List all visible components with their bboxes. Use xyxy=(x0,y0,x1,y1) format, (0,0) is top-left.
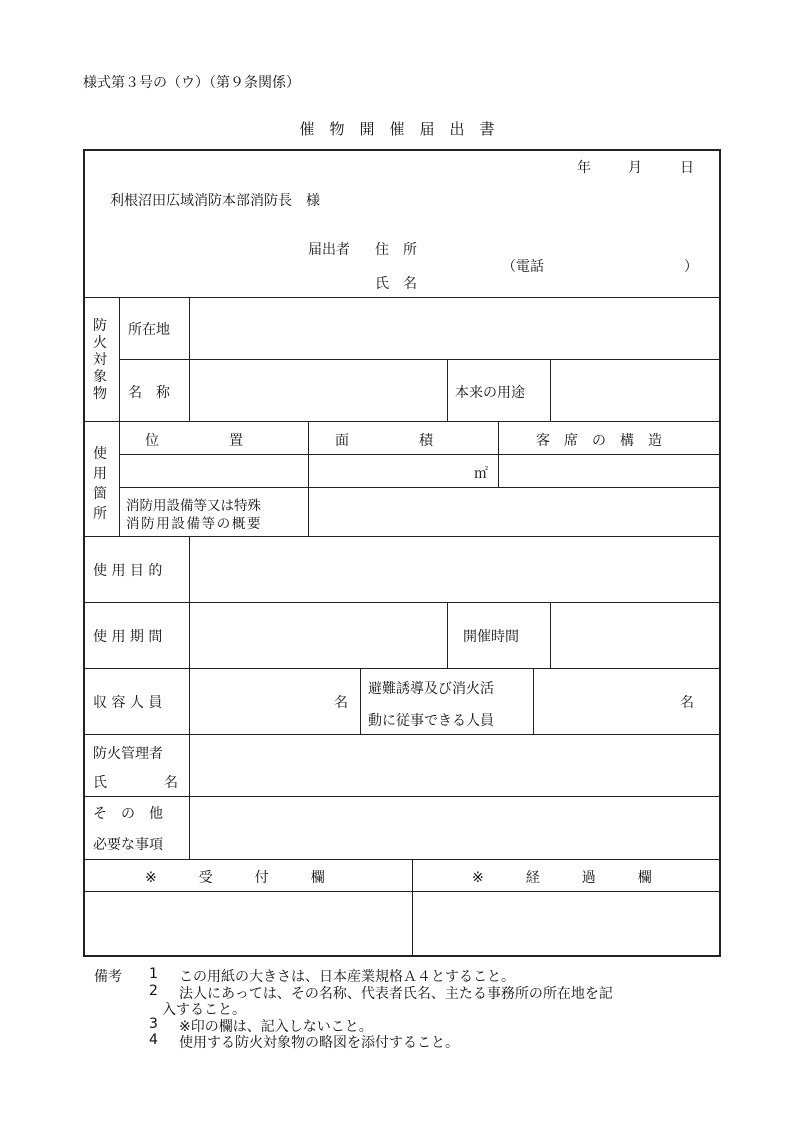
form-number: 様式第３号の（ウ）（第９条関係） xyxy=(83,75,300,91)
divider xyxy=(84,734,720,735)
addressee: 利根沼田広域消防本部消防長 様 xyxy=(110,193,320,209)
divider xyxy=(550,359,551,421)
divider xyxy=(119,359,720,360)
divider xyxy=(189,536,190,859)
note-text: 使用する防火対象物の略図を添付すること。 xyxy=(179,1035,459,1051)
divider xyxy=(308,421,309,536)
note-num: 3 xyxy=(149,1016,158,1032)
capacity-unit: 名 xyxy=(334,695,348,711)
divider xyxy=(189,297,190,421)
notes-heading: 備考 xyxy=(94,969,122,985)
target-name-label: 名 称 xyxy=(128,385,170,401)
note-num: 2 xyxy=(149,983,158,999)
divider xyxy=(84,421,720,422)
progress-label: ※ 経 過 欄 xyxy=(472,870,652,886)
date-month-label: 月 xyxy=(628,160,642,176)
target-side-label: 防 火 対 象 物 xyxy=(93,318,107,402)
divider xyxy=(84,668,720,669)
note-text: 法人にあっては、その名称、代表者氏名、主たる事務所の所在地を記 xyxy=(179,986,613,1002)
divider xyxy=(119,487,720,488)
page-title: 催 物 開 催 届 出 書 xyxy=(299,120,495,138)
divider xyxy=(119,454,720,455)
manager-label: 防火管理者 xyxy=(93,746,163,762)
position-header: 位 置 xyxy=(145,433,243,449)
name-label: 氏 名 xyxy=(375,276,417,292)
divider xyxy=(84,796,720,797)
location-label: 所在地 xyxy=(128,322,170,338)
equipment-label-1: 消防用設備等又は特殊 xyxy=(126,498,261,514)
divider xyxy=(447,359,448,421)
date-day-label: 日 xyxy=(680,160,694,176)
phone-label: （電話 xyxy=(502,259,544,275)
notifier-label: 届出者 xyxy=(308,242,350,258)
other-label-2: 必要な事項 xyxy=(93,837,163,853)
divider xyxy=(412,859,413,956)
staff-label-1: 避難誘導及び消火活 xyxy=(368,681,494,697)
phone-close: ） xyxy=(684,259,698,275)
date-year-label: 年 xyxy=(577,160,591,176)
period-label: 使 用 期 間 xyxy=(93,629,163,645)
hours-label: 開催時間 xyxy=(463,629,519,645)
note-text: 入すること。 xyxy=(162,1002,246,1018)
note-text: この用紙の大きさは、日本産業規格Ａ４とすること。 xyxy=(179,969,515,985)
manager-name-label-b: 名 xyxy=(164,775,178,791)
area-header: 面 積 xyxy=(335,433,433,449)
divider xyxy=(84,602,720,603)
divider xyxy=(360,668,361,734)
purpose-label: 使 用 目 的 xyxy=(93,563,163,579)
usage-side-label: 使 用 箇 所 xyxy=(93,446,107,522)
capacity-label: 収 容 人 員 xyxy=(93,695,163,711)
address-label: 住 所 xyxy=(375,242,417,258)
divider xyxy=(550,602,551,668)
note-text: ※印の欄は、記入しないこと。 xyxy=(179,1019,373,1035)
form-frame xyxy=(83,149,721,957)
equipment-label-2: 消防用設備等の概要 xyxy=(126,516,263,532)
seating-header: 客 席 の 構 造 xyxy=(536,433,662,449)
reception-label: ※ 受 付 欄 xyxy=(145,870,325,886)
divider xyxy=(533,668,534,734)
divider xyxy=(84,536,720,537)
original-use-label: 本来の用途 xyxy=(455,385,525,401)
staff-label-2: 動に従事できる人員 xyxy=(368,713,494,729)
other-label-1: そ の 他 xyxy=(93,806,163,822)
area-unit: ㎡ xyxy=(474,466,488,482)
divider xyxy=(119,297,120,536)
divider xyxy=(84,297,720,298)
staff-unit: 名 xyxy=(680,695,694,711)
divider xyxy=(84,859,720,860)
divider xyxy=(84,891,720,892)
note-num: 4 xyxy=(149,1032,158,1048)
note-num: 1 xyxy=(149,966,158,982)
manager-name-label-a: 氏 xyxy=(93,775,107,791)
divider xyxy=(498,421,499,487)
divider xyxy=(447,602,448,668)
